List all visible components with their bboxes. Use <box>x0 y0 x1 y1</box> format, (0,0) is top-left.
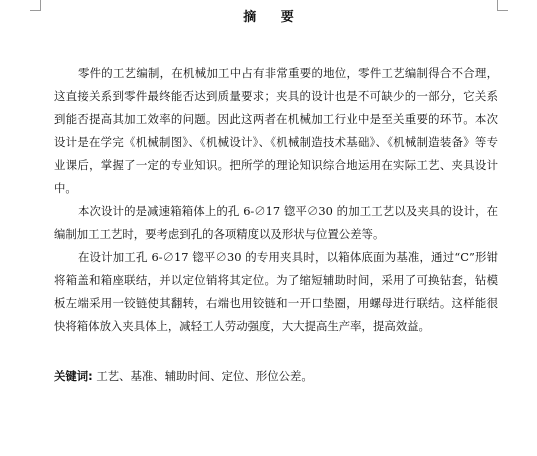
abstract-paragraph-2: 本次设计的是减速箱箱体上的孔 6-∅17 锪平∅30 的加工工艺以及夹具的设计，在编制加工工艺时，要考虑到孔的各项精度以及形状与位置公差等。 <box>54 204 498 241</box>
keywords-text: 工艺、基准、辅助时间、定位、形位公差。 <box>92 369 313 383</box>
keywords-line <box>54 365 498 388</box>
abstract-title: 摘 要 <box>243 10 304 25</box>
abstract-paragraph-1: 零件的工艺编制，在机械加工中占有非常重要的地位，零件工艺编制得合不合理，这直接关系到零件最终能否达到质量要求；夹具的设计也是不可缺少的一部分，它关系到能否提高其加工效率的问题。因此这两者在机械加工行业中是至关重要的环节。本次设计是在学完《机械制图》、《机械设计》、《机械制造技术基础》、《机械制造装备》等专业课后，掌握了一定的专业知识。把所学的理论知识综合地运用在实际工艺、夹具设计中。 <box>54 66 498 195</box>
abstract-paragraph-3: 在设计加工孔 6-∅17 锪平∅30 的专用夹具时，以箱体底面为基准，通过“C”形钳将箱盖和箱座联结，并以定位销将其定位。为了缩短辅助时间，采用了可换钻套，钻模板左端采用一铰链使其翻转，右端也用铰链和一开口垫圈，用螺母进行联结。这样能很快将箱体放入夹具体上，减轻工人劳动强度，大大提高生产率，提高效益。 <box>54 250 498 333</box>
abstract-body <box>54 62 498 338</box>
keywords-label: 关键词: <box>54 369 93 383</box>
